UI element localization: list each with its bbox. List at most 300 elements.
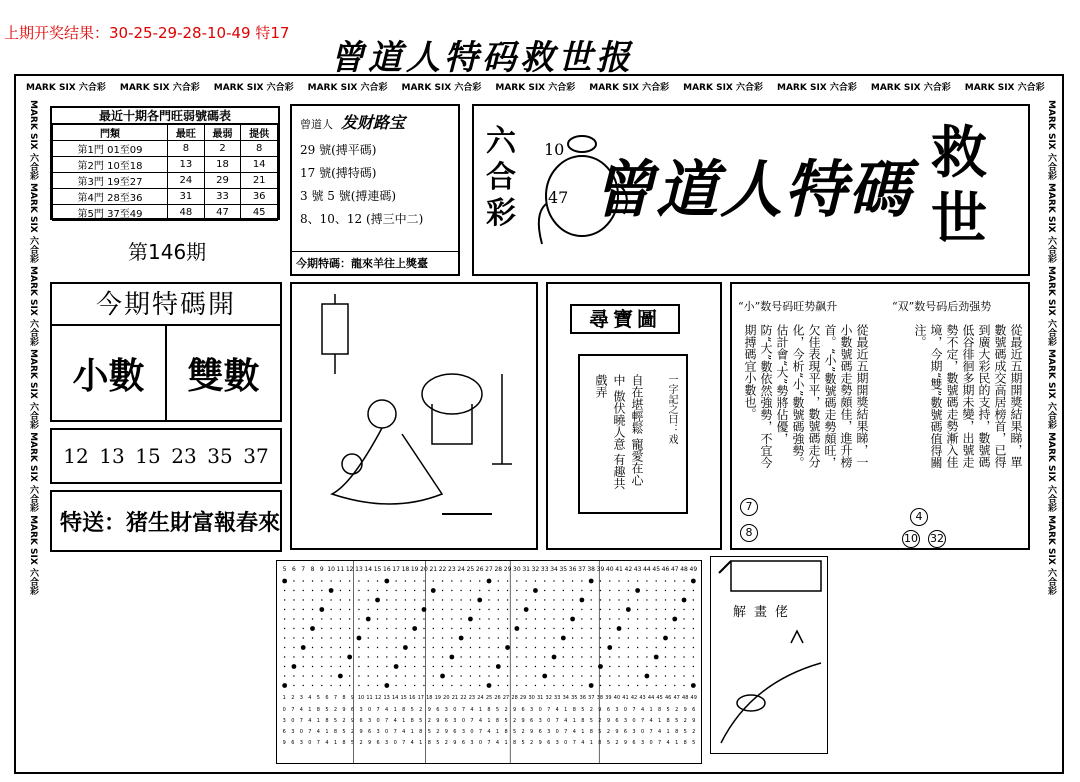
chart-count-cell: 4 [385, 707, 389, 713]
chart-point [617, 626, 622, 631]
chart-count-cell: 3 [376, 729, 380, 735]
chart-point [284, 666, 285, 667]
chart-point [516, 637, 517, 638]
chart-count-cell: 8 [581, 718, 585, 724]
table-cell: 14 [241, 157, 278, 173]
chart-count-cell: 6 [538, 729, 542, 735]
chart-point [303, 675, 304, 676]
chart-point [683, 685, 684, 686]
chart-count-cell: 1 [658, 718, 662, 724]
chart-point [544, 637, 545, 638]
chart-point [460, 599, 461, 600]
chart-header-label: 36 [568, 566, 577, 573]
chart-header-label: 24 [457, 566, 465, 573]
chart-point [451, 609, 452, 610]
chart-count-cell: 7 [478, 729, 483, 735]
chart-point [637, 628, 638, 629]
chart-point [590, 618, 591, 619]
chart-count-cell: 6 [359, 718, 363, 724]
chart-point [330, 609, 331, 610]
chart-point [637, 656, 638, 657]
chart-point [488, 675, 489, 676]
chart-point [609, 618, 610, 619]
chart-count-cell: 3 [299, 740, 303, 746]
chart-footer-label: 42 [630, 695, 638, 701]
chart-point [338, 674, 343, 679]
chart-count-cell: 4 [640, 707, 645, 713]
chart-header-label: 39 [596, 566, 605, 573]
chart-point [349, 666, 350, 667]
chart-point [433, 618, 434, 619]
chart-point [628, 656, 629, 657]
chart-point [525, 647, 526, 648]
chart-point [312, 656, 313, 657]
chart-header-label: 17 [392, 566, 400, 573]
logo-number-1: 10 [544, 140, 565, 159]
chart-point [498, 609, 499, 610]
chart-count-cell: 2 [419, 707, 423, 713]
chart-point [581, 628, 582, 629]
chart-header-label: 47 [670, 566, 679, 573]
chart-point [330, 637, 331, 638]
chart-count-cell: 4 [658, 729, 662, 735]
tip-line: 17 號(搏特碼) [300, 166, 377, 180]
chart-count-cell: 0 [461, 718, 466, 724]
tema-left: 小數 [52, 326, 167, 420]
chart-point [618, 599, 619, 600]
chart-point [358, 675, 359, 676]
chart-point [321, 637, 322, 638]
pick-number: 23 [171, 444, 197, 468]
chart-point [516, 580, 517, 581]
chart-point [693, 637, 694, 638]
chart-point [498, 599, 499, 600]
chart-count-cell: 8 [589, 729, 593, 735]
chart-count-cell: 8 [333, 729, 338, 735]
chart-point [442, 647, 443, 648]
chart-point [572, 647, 573, 648]
chart-point [358, 656, 359, 657]
chart-count-cell: 2 [512, 718, 517, 724]
chart-point [581, 685, 582, 686]
chart-point [570, 617, 575, 622]
chart-point [384, 683, 389, 688]
chart-point [507, 599, 508, 600]
chart-point [321, 656, 322, 657]
chart-header-label: 15 [373, 566, 382, 573]
chart-point [349, 637, 350, 638]
chart-count-cell: 4 [581, 740, 585, 746]
chart-footer-label: 15 [400, 695, 407, 701]
chart-point [368, 580, 369, 581]
chart-point [628, 590, 629, 591]
chart-point [329, 588, 334, 593]
chart-point [516, 609, 517, 610]
strip-label: MARK SIX 六合彩 [777, 83, 857, 93]
chart-header-label: 26 [475, 566, 484, 573]
chart-point [405, 666, 406, 667]
chart-count-cell: 1 [333, 740, 338, 746]
chart-point [498, 628, 499, 629]
chart-header-label: 23 [448, 566, 456, 573]
chart-point [516, 618, 517, 619]
chart-point [498, 675, 499, 676]
circle-number: 7 [740, 498, 758, 516]
chart-footer-label: 14 [391, 695, 399, 701]
chart-point [470, 580, 471, 581]
chart-point [600, 609, 601, 610]
chart-point [405, 637, 406, 638]
chart-point [479, 647, 480, 648]
chart-point [368, 590, 369, 591]
chart-point [433, 675, 434, 676]
strip-label: MARK SIX 六合彩 [28, 100, 38, 180]
chart-count-cell: 1 [675, 740, 679, 746]
chart-point [645, 674, 650, 679]
today-tema: 今期特碼：龍來羊往上獎臺 [292, 251, 458, 274]
chart-point [368, 647, 369, 648]
chart-point [330, 618, 331, 619]
chart-count-cell: 6 [521, 707, 525, 713]
chart-count-cell: 6 [632, 740, 636, 746]
chart-point [358, 590, 359, 591]
chart-point [525, 656, 526, 657]
chart-count-cell: 0 [538, 707, 542, 713]
chart-point [479, 675, 480, 676]
chart-point [321, 675, 322, 676]
chart-point [470, 647, 471, 648]
chart-count-cell: 9 [342, 707, 346, 713]
chart-footer-label: 11 [366, 695, 373, 701]
chart-point [628, 647, 629, 648]
analysis-text-even: 從最近五期開獎結果睇，單數號碼成交高居榜首，已得到廣大彩民的支持，數號碼低谷徘徊多期未變，出號走勢不定，數號碼走勢漸入佳境，今期“雙”數號碼值得關注。 [913, 324, 1023, 469]
chart-point [544, 609, 545, 610]
logo-big-text: 曾道人特碼 [592, 153, 913, 226]
chart-point [498, 590, 499, 591]
chart-point [433, 656, 434, 657]
chart-header-label: 8 [310, 566, 315, 573]
chart-point [525, 599, 526, 600]
chart-point [507, 609, 508, 610]
chart-point [590, 590, 591, 591]
chart-point [451, 590, 452, 591]
chart-count-cell: 7 [385, 718, 389, 724]
chart-header-label: 11 [336, 566, 345, 573]
chart-point [349, 618, 350, 619]
chart-point [321, 685, 322, 686]
chart-point [386, 637, 387, 638]
chart-count-cell: 7 [402, 740, 406, 746]
chart-header-label: 18 [401, 566, 410, 573]
chart-point [646, 590, 647, 591]
chart-point [442, 609, 443, 610]
chart-footer-label: 38 [596, 695, 604, 701]
chart-point [284, 609, 285, 610]
pick-number: 13 [99, 444, 125, 468]
chart-count-cell: 2 [521, 729, 525, 735]
chart-count-cell: 6 [453, 729, 457, 735]
chart-point [683, 609, 684, 610]
chart-count-cell: 6 [530, 718, 534, 724]
chart-point [507, 666, 508, 667]
chart-count-cell: 7 [316, 740, 320, 746]
chart-count-cell: 9 [530, 729, 534, 735]
chart-header-label: 5 [282, 566, 287, 573]
tip-line: 8、10、12 (搏三中二) [300, 212, 424, 226]
table-cell: 第5門 37至49 [53, 205, 168, 221]
chart-footer-label: 36 [579, 695, 587, 701]
chart-count-cell: 9 [538, 740, 542, 746]
chart-count-cell: 9 [367, 740, 372, 746]
chart-point [572, 580, 573, 581]
chart-point [479, 580, 480, 581]
chart-point [665, 590, 666, 591]
chart-point [321, 599, 322, 600]
chart-count-cell: 9 [683, 707, 687, 713]
chart-footer-label: 3 [299, 695, 303, 701]
chart-point [563, 580, 564, 581]
chart-point [412, 626, 417, 631]
chart-point [498, 656, 499, 657]
chart-point [525, 675, 526, 676]
chart-footer-label: 39 [605, 695, 612, 701]
chart-point [535, 609, 536, 610]
chart-point [561, 636, 566, 641]
chart-point [479, 637, 480, 638]
chart-point [665, 685, 666, 686]
table-cell: 第3門 19至27 [53, 173, 168, 189]
chart-point [460, 647, 461, 648]
chart-point [293, 580, 294, 581]
chart-count-cell: 7 [299, 718, 303, 724]
table-cell: 36 [241, 189, 278, 205]
chart-point [470, 666, 471, 667]
chart-point [618, 647, 619, 648]
chart-point [674, 599, 675, 600]
chart-header-label: 31 [522, 566, 530, 573]
chart-point [535, 618, 536, 619]
chart-count-cell: 9 [427, 707, 431, 713]
chart-point [691, 579, 696, 584]
chart-point [656, 599, 657, 600]
chart-count-cell: 3 [453, 718, 457, 724]
chart-point [368, 637, 369, 638]
chart-count-cell: 8 [342, 740, 346, 746]
chart-point [572, 656, 573, 657]
chart-point [665, 599, 666, 600]
chart-point [628, 618, 629, 619]
chart-point [377, 656, 378, 657]
chart-point [414, 590, 415, 591]
chart-point [423, 580, 424, 581]
chart-point [637, 618, 638, 619]
chart-point [433, 580, 434, 581]
chart-point [293, 647, 294, 648]
chart-header-label: 42 [624, 566, 633, 573]
chart-count-cell: 3 [444, 707, 448, 713]
chart-point [312, 580, 313, 581]
door-table-title: 最近十期各門旺弱號碼表 [52, 108, 278, 124]
chart-point [598, 664, 603, 669]
chart-count-cell: 0 [547, 718, 551, 724]
analysis-box [730, 282, 1030, 550]
table-cell: 2 [204, 141, 241, 157]
chart-count-cell: 4 [666, 740, 670, 746]
chart-point [563, 685, 564, 686]
chart-count-cell: 4 [572, 729, 576, 735]
chart-point [330, 647, 331, 648]
pick-number: 35 [207, 444, 233, 468]
chart-point [366, 617, 371, 622]
chart-point [431, 588, 436, 593]
chart-footer-label: 26 [494, 695, 501, 701]
chart-point [665, 647, 666, 648]
chart-point [646, 618, 647, 619]
chart-count-cell: 7 [376, 707, 380, 713]
chart-point [683, 637, 684, 638]
chart-point [542, 674, 547, 679]
chart-point [505, 645, 510, 650]
chart-point [488, 609, 489, 610]
analysis-text-small: 從最近五期開獎結果睇，一小數號碼走勢頗佳，進升榜首。“小”數號碼走勢頗旺，欠佳表現平平，數號碼走分化，今析“小”數號碼強勢。估計會“大”勢將佔優，防“大”數依然強勢，不宜今期搏碼宜小數也。 [743, 324, 869, 469]
chart-count-cell: 5 [675, 718, 679, 724]
chart-point [423, 618, 424, 619]
chart-point [628, 666, 629, 667]
chart-point [618, 675, 619, 676]
chart-point [609, 637, 610, 638]
chart-point [293, 637, 294, 638]
chart-count-cell: 9 [598, 707, 602, 713]
chart-point [321, 666, 322, 667]
circle-number: 4 [910, 508, 928, 526]
chart-point [477, 598, 482, 603]
chart-footer-label: 23 [468, 695, 476, 701]
chart-count-cell: 5 [333, 718, 338, 724]
chart-count-cell: 3 [291, 729, 295, 735]
chart-count-cell: 9 [512, 707, 517, 713]
chart-header-label: 43 [633, 566, 642, 573]
chart-point [600, 618, 601, 619]
chart-point [609, 580, 610, 581]
chart-count-cell: 7 [393, 729, 397, 735]
chart-count-cell: 0 [649, 740, 653, 746]
chart-point [368, 609, 369, 610]
chart-point [405, 656, 406, 657]
chart-point [637, 685, 638, 686]
chart-count-cell: 7 [640, 718, 645, 724]
chart-count-cell: 5 [410, 707, 414, 713]
strip-label: MARK SIX 六合彩 [28, 183, 38, 263]
chart-count-cell: 3 [640, 740, 645, 746]
chart-point [377, 580, 378, 581]
chart-count-cell: 8 [683, 740, 687, 746]
chart-point [535, 580, 536, 581]
chart-point [590, 628, 591, 629]
chart-point [544, 618, 545, 619]
chart-count-cell: 0 [555, 729, 559, 735]
chart-point [609, 590, 610, 591]
chart-point [674, 590, 675, 591]
strip-label: MARK SIX 六合彩 [589, 83, 670, 93]
chart-count-cell: 7 [547, 707, 551, 713]
chart-point [470, 656, 471, 657]
chart-footer-label: 34 [562, 695, 569, 701]
chart-point [487, 683, 492, 688]
chart-header-label: 25 [466, 566, 475, 573]
chart-point [525, 590, 526, 591]
strip-label: MARK SIX 六合彩 [870, 83, 951, 93]
chart-count-cell: 1 [325, 729, 329, 735]
chart-point [358, 685, 359, 686]
chart-count-cell: 4 [555, 707, 559, 713]
chart-header-label: 37 [578, 566, 586, 573]
chart-point [563, 647, 564, 648]
chart-point [423, 628, 424, 629]
strip-label: MARK SIX 六合彩 [26, 83, 106, 93]
chart-point [442, 618, 443, 619]
chart-point [312, 675, 313, 676]
chart-count-cell: 6 [291, 740, 295, 746]
chart-point [368, 656, 369, 657]
chart-count-cell: 3 [461, 729, 466, 735]
explain-box [710, 556, 828, 754]
chart-point [423, 666, 424, 667]
chart-point [479, 656, 480, 657]
chart-header-label: 19 [410, 566, 419, 573]
chart-point [600, 675, 601, 676]
table-header: 門類 [53, 125, 168, 141]
chart-point [293, 618, 294, 619]
chart-footer-label: 44 [647, 695, 655, 701]
chart-point [303, 628, 304, 629]
chart-point [358, 618, 359, 619]
chart-point [693, 628, 694, 629]
chart-point [349, 685, 350, 686]
chart-point [600, 580, 601, 581]
right-strip [1040, 100, 1058, 760]
chart-point [535, 666, 536, 667]
chart-point [674, 637, 675, 638]
chart-point [618, 685, 619, 686]
chart-footer-label: 18 [426, 695, 433, 701]
chart-count-cell: 2 [342, 718, 346, 724]
chart-point [395, 618, 396, 619]
chart-point [303, 656, 304, 657]
chart-count-cell: 3 [615, 707, 619, 713]
chart-count-cell: 1 [589, 740, 593, 746]
logo-number-2: 47 [548, 188, 569, 207]
chart-point [330, 656, 331, 657]
chart-point [600, 599, 601, 600]
table-cell: 24 [168, 173, 205, 189]
chart-count-cell: 9 [350, 718, 355, 724]
chart-point [358, 609, 359, 610]
chart-point [488, 656, 489, 657]
chart-point [403, 645, 408, 650]
chart-point [535, 637, 536, 638]
chart-point [340, 647, 341, 648]
chart-point [330, 666, 331, 667]
chart-point [340, 666, 341, 667]
chart-point [349, 609, 350, 610]
chart-point [488, 590, 489, 591]
chart-count-cell: 1 [393, 707, 397, 713]
chart-count-cell: 2 [589, 707, 593, 713]
chart-point [368, 685, 369, 686]
chart-point [553, 628, 554, 629]
table-row [53, 157, 278, 173]
chart-count-cell: 0 [623, 707, 628, 713]
